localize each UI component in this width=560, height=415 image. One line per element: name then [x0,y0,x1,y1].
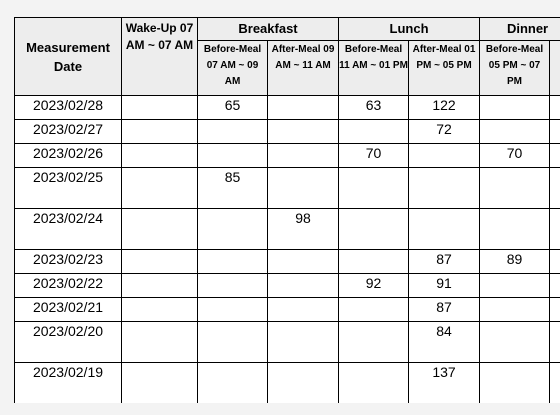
cell-lunch-after: 122 [409,96,480,120]
cell-breakfast-before: 85 [198,168,268,209]
header-lunch-before: Before-Meal 11 AM ~ 01 PM [339,41,409,96]
cell-dinner-after [550,168,560,209]
cell-wake-up [122,322,198,363]
cell-lunch-after [409,209,480,250]
cell-breakfast-before [198,120,268,144]
cell-lunch-before: 70 [339,144,409,168]
cell-breakfast-before [198,298,268,322]
table-row [15,120,560,144]
cell-date: 2023/02/26 [15,144,122,168]
cell-lunch-before [339,209,409,250]
cell-date: 2023/02/23 [15,250,122,274]
cell-dinner-before [480,298,550,322]
cell-dinner-after [550,363,560,404]
cell-breakfast-before [198,209,268,250]
cell-lunch-before: 63 [339,96,409,120]
table-row [15,168,560,209]
cell-lunch-before [339,120,409,144]
header-wake-up: Wake-Up 07 AM ~ 07 AM [122,18,198,96]
blood-sugar-log-sheet [14,17,560,403]
cell-lunch-after: 84 [409,322,480,363]
cell-dinner-after [550,96,560,120]
table-row [15,322,560,363]
cell-dinner-before [480,168,550,209]
cell-dinner-after [550,209,560,250]
cell-lunch-after: 72 [409,120,480,144]
header-lunch-after: After-Meal 01 PM ~ 05 PM [409,41,480,96]
cell-date: 2023/02/27 [15,120,122,144]
cell-breakfast-before [198,144,268,168]
blood-sugar-table [14,17,560,403]
cell-dinner-before [480,120,550,144]
cell-lunch-after: 87 [409,298,480,322]
header-dinner-after [550,41,560,96]
cell-breakfast-before [198,250,268,274]
cell-breakfast-after [268,144,339,168]
cell-wake-up [122,120,198,144]
cell-lunch-after: 91 [409,274,480,298]
cell-dinner-after [550,120,560,144]
cell-breakfast-after [268,274,339,298]
cell-lunch-before [339,322,409,363]
cell-lunch-before [339,168,409,209]
cell-lunch-before [339,363,409,404]
cell-breakfast-before: 65 [198,96,268,120]
table-row [15,209,560,250]
cell-dinner-after [550,250,560,274]
table-row [15,298,560,322]
cell-breakfast-after [268,168,339,209]
cell-breakfast-after [268,322,339,363]
cell-breakfast-after [268,250,339,274]
header-dinner-before: Before-Meal 05 PM ~ 07 PM [480,41,550,96]
cell-breakfast-after [268,120,339,144]
table-row [15,144,560,168]
cell-dinner-after [550,274,560,298]
header-breakfast-after: After-Meal 09 AM ~ 11 AM [268,41,339,96]
cell-breakfast-after [268,96,339,120]
cell-lunch-before: 92 [339,274,409,298]
cell-lunch-after: 137 [409,363,480,404]
cell-dinner-before: 89 [480,250,550,274]
cell-breakfast-after [268,298,339,322]
cell-dinner-before [480,209,550,250]
cell-date: 2023/02/28 [15,96,122,120]
cell-dinner-after [550,322,560,363]
cell-wake-up [122,298,198,322]
cell-wake-up [122,274,198,298]
header-breakfast-before: Before-Meal 07 AM ~ 09 AM [198,41,268,96]
cell-date: 2023/02/21 [15,298,122,322]
cell-date: 2023/02/22 [15,274,122,298]
cell-dinner-before [480,96,550,120]
cell-wake-up [122,144,198,168]
cell-dinner-after [550,144,560,168]
cell-breakfast-after [268,363,339,404]
header-lunch: Lunch [339,18,480,41]
cell-lunch-after [409,144,480,168]
cell-dinner-before [480,322,550,363]
table-row [15,96,560,120]
table-row [15,363,560,404]
header-dinner: Dinner [480,18,560,41]
cell-wake-up [122,96,198,120]
cell-dinner-after [550,298,560,322]
cell-wake-up [122,363,198,404]
cell-date: 2023/02/24 [15,209,122,250]
cell-breakfast-before [198,322,268,363]
cell-date: 2023/02/20 [15,322,122,363]
cell-lunch-after [409,168,480,209]
cell-wake-up [122,250,198,274]
header-breakfast: Breakfast [198,18,339,41]
cell-wake-up [122,168,198,209]
cell-breakfast-before [198,363,268,404]
cell-date: 2023/02/19 [15,363,122,404]
cell-dinner-before [480,363,550,404]
table-row [15,274,560,298]
cell-breakfast-after: 98 [268,209,339,250]
cell-dinner-before [480,274,550,298]
cell-date: 2023/02/25 [15,168,122,209]
cell-lunch-before [339,298,409,322]
header-measurement-date: Measurement Date [15,18,122,96]
table-row [15,250,560,274]
cell-lunch-before [339,250,409,274]
cell-breakfast-before [198,274,268,298]
cell-wake-up [122,209,198,250]
cell-dinner-before: 70 [480,144,550,168]
cell-lunch-after: 87 [409,250,480,274]
